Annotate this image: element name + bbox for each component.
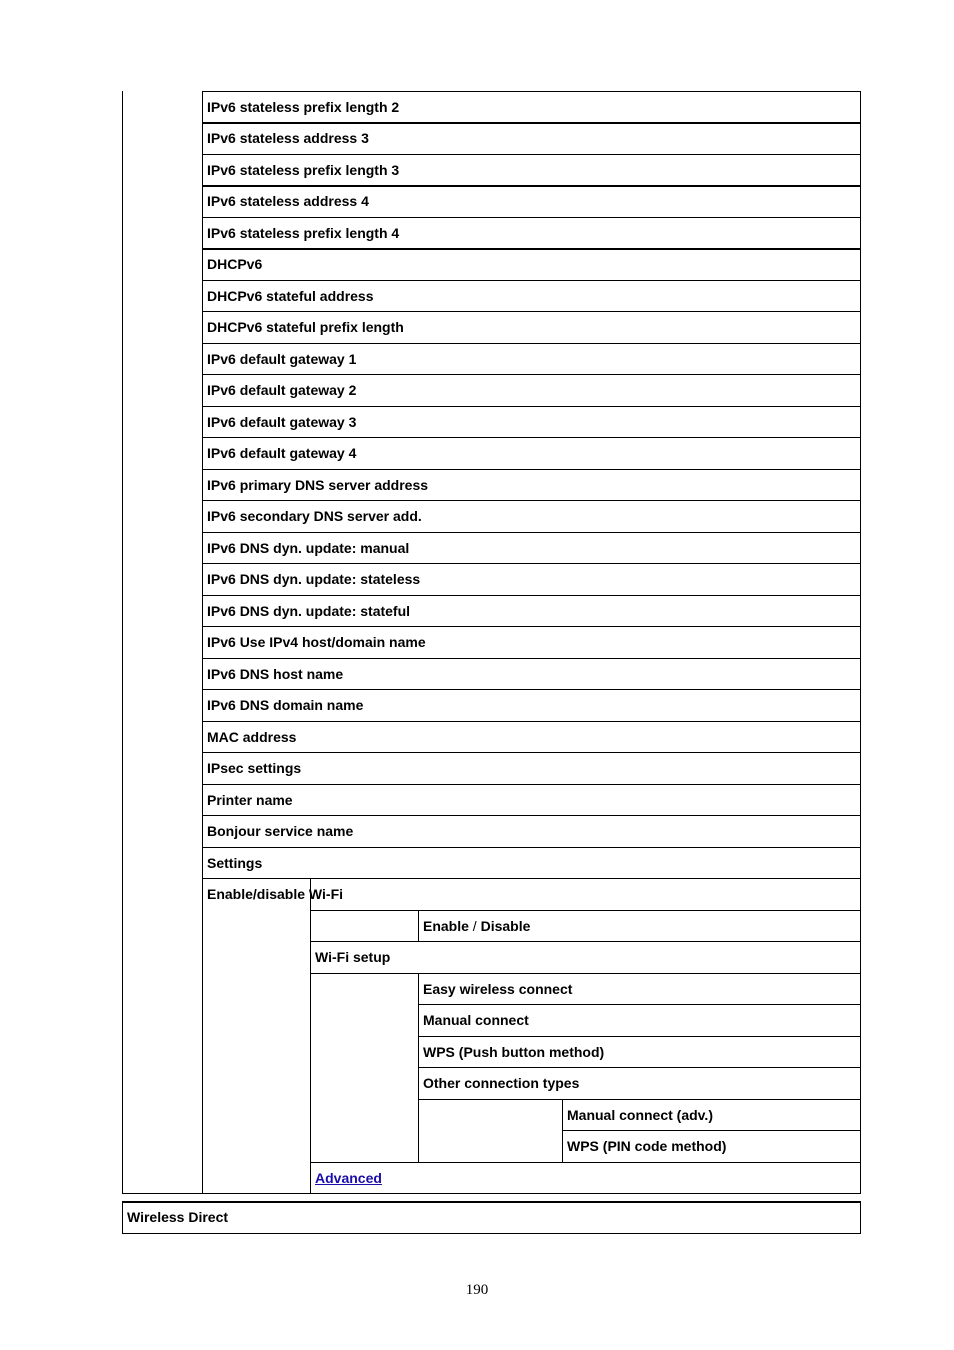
menu-row-label: IPv6 Use IPv4 host/domain name [207, 634, 426, 650]
enable-disable-wifi-label: Enable/disable Wi-Fi [207, 886, 344, 902]
table-rule [202, 154, 861, 155]
table-rule [202, 469, 861, 470]
table-rule [418, 1099, 861, 1100]
table-rule [860, 1201, 861, 1234]
enable-option: Enable [423, 918, 469, 934]
table-rule [310, 941, 861, 942]
table-rule [860, 91, 861, 1194]
table-rule [202, 752, 861, 753]
table-rule [418, 1067, 861, 1068]
menu-row-label: Printer name [207, 792, 293, 808]
table-rule [202, 122, 861, 124]
wifi-item-wps-push-button: WPS (Push button method) [423, 1044, 605, 1060]
menu-row-label: IPv6 primary DNS server address [207, 477, 429, 493]
table-rule [562, 1099, 563, 1162]
menu-row-label: IPv6 stateless prefix length 3 [207, 162, 400, 178]
table-rule [202, 626, 861, 627]
wifi-item-easy-wireless-connect: Easy wireless connect [423, 981, 573, 997]
menu-row-label: Bonjour service name [207, 823, 354, 839]
table-rule [202, 343, 861, 344]
table-rule [202, 311, 861, 312]
table-rule [202, 815, 861, 816]
table-rule [202, 437, 861, 438]
menu-row-label: IPv6 default gateway 3 [207, 414, 357, 430]
table-rule [122, 1201, 123, 1234]
table-rule [202, 217, 861, 218]
table-rule [202, 500, 861, 501]
menu-row-label: IPv6 stateless address 4 [207, 193, 369, 209]
table-rule [418, 1004, 861, 1005]
table-rule [202, 532, 861, 533]
menu-row-label: DHCPv6 stateful prefix length [207, 319, 404, 335]
wifi-setup-label: Wi-Fi setup [315, 949, 391, 965]
menu-row-label: IPv6 default gateway 2 [207, 382, 357, 398]
table-rule [310, 878, 311, 1194]
table-rule [202, 91, 203, 1194]
menu-row-label: IPv6 DNS dyn. update: stateful [207, 603, 411, 619]
table-rule [122, 91, 123, 1194]
wireless-direct-label: Wireless Direct [127, 1209, 229, 1225]
table-rule [202, 406, 861, 407]
menu-row-label: IPv6 DNS host name [207, 666, 344, 682]
menu-row-label: IPv6 stateless prefix length 2 [207, 99, 400, 115]
table-rule [122, 1233, 861, 1234]
table-rule [562, 1130, 861, 1131]
table-rule [418, 910, 419, 941]
table-rule [202, 374, 861, 375]
table-rule [202, 91, 861, 92]
menu-row-label: IPv6 DNS domain name [207, 697, 364, 713]
advanced-link-cell [315, 1170, 382, 1186]
table-rule [202, 185, 861, 187]
menu-row-label: IPv6 default gateway 1 [207, 351, 357, 367]
menu-row-label: IPv6 DNS dyn. update: stateless [207, 571, 421, 587]
table-rule [202, 595, 861, 596]
table-rule [202, 784, 861, 785]
table-rule [202, 280, 861, 281]
table-rule [202, 878, 861, 879]
wifi-item-manual-connect: Manual connect [423, 1012, 529, 1028]
menu-row-label: Settings [207, 855, 263, 871]
advanced-link[interactable]: Advanced [315, 1170, 382, 1186]
wifi-item-other-connection-types: Other connection types [423, 1075, 580, 1091]
menu-row-label: IPv6 stateless address 3 [207, 130, 369, 146]
menu-row-label: DHCPv6 [207, 256, 263, 272]
menu-row-label: IPv6 DNS dyn. update: manual [207, 540, 410, 556]
table-rule [202, 721, 861, 722]
table-rule [418, 973, 419, 1162]
menu-row-label: IPv6 stateless prefix length 4 [207, 225, 400, 241]
table-rule [202, 658, 861, 659]
menu-row-label: IPv6 secondary DNS server add. [207, 508, 422, 524]
other-item-manual-connect-adv: Manual connect (adv.) [567, 1107, 713, 1123]
table-rule [202, 847, 861, 848]
table-rule [202, 689, 861, 690]
table-rule [202, 563, 861, 564]
page-number: 190 [465, 1282, 489, 1298]
menu-row-label: DHCPv6 stateful address [207, 288, 374, 304]
disable-option: Disable [480, 918, 531, 934]
menu-row-label: IPv6 default gateway 4 [207, 445, 357, 461]
menu-row-label: MAC address [207, 729, 297, 745]
table-rule [310, 973, 861, 974]
option-separator: / [472, 918, 477, 934]
table-rule [310, 910, 861, 911]
menu-row-label: IPsec settings [207, 760, 302, 776]
table-rule [122, 1193, 861, 1194]
table-rule [122, 1201, 861, 1203]
table-rule [310, 1162, 861, 1163]
other-item-wps-pin-code: WPS (PIN code method) [567, 1138, 727, 1154]
table-rule [202, 248, 861, 250]
enable-disable-option [423, 918, 530, 934]
table-rule [418, 1036, 861, 1037]
